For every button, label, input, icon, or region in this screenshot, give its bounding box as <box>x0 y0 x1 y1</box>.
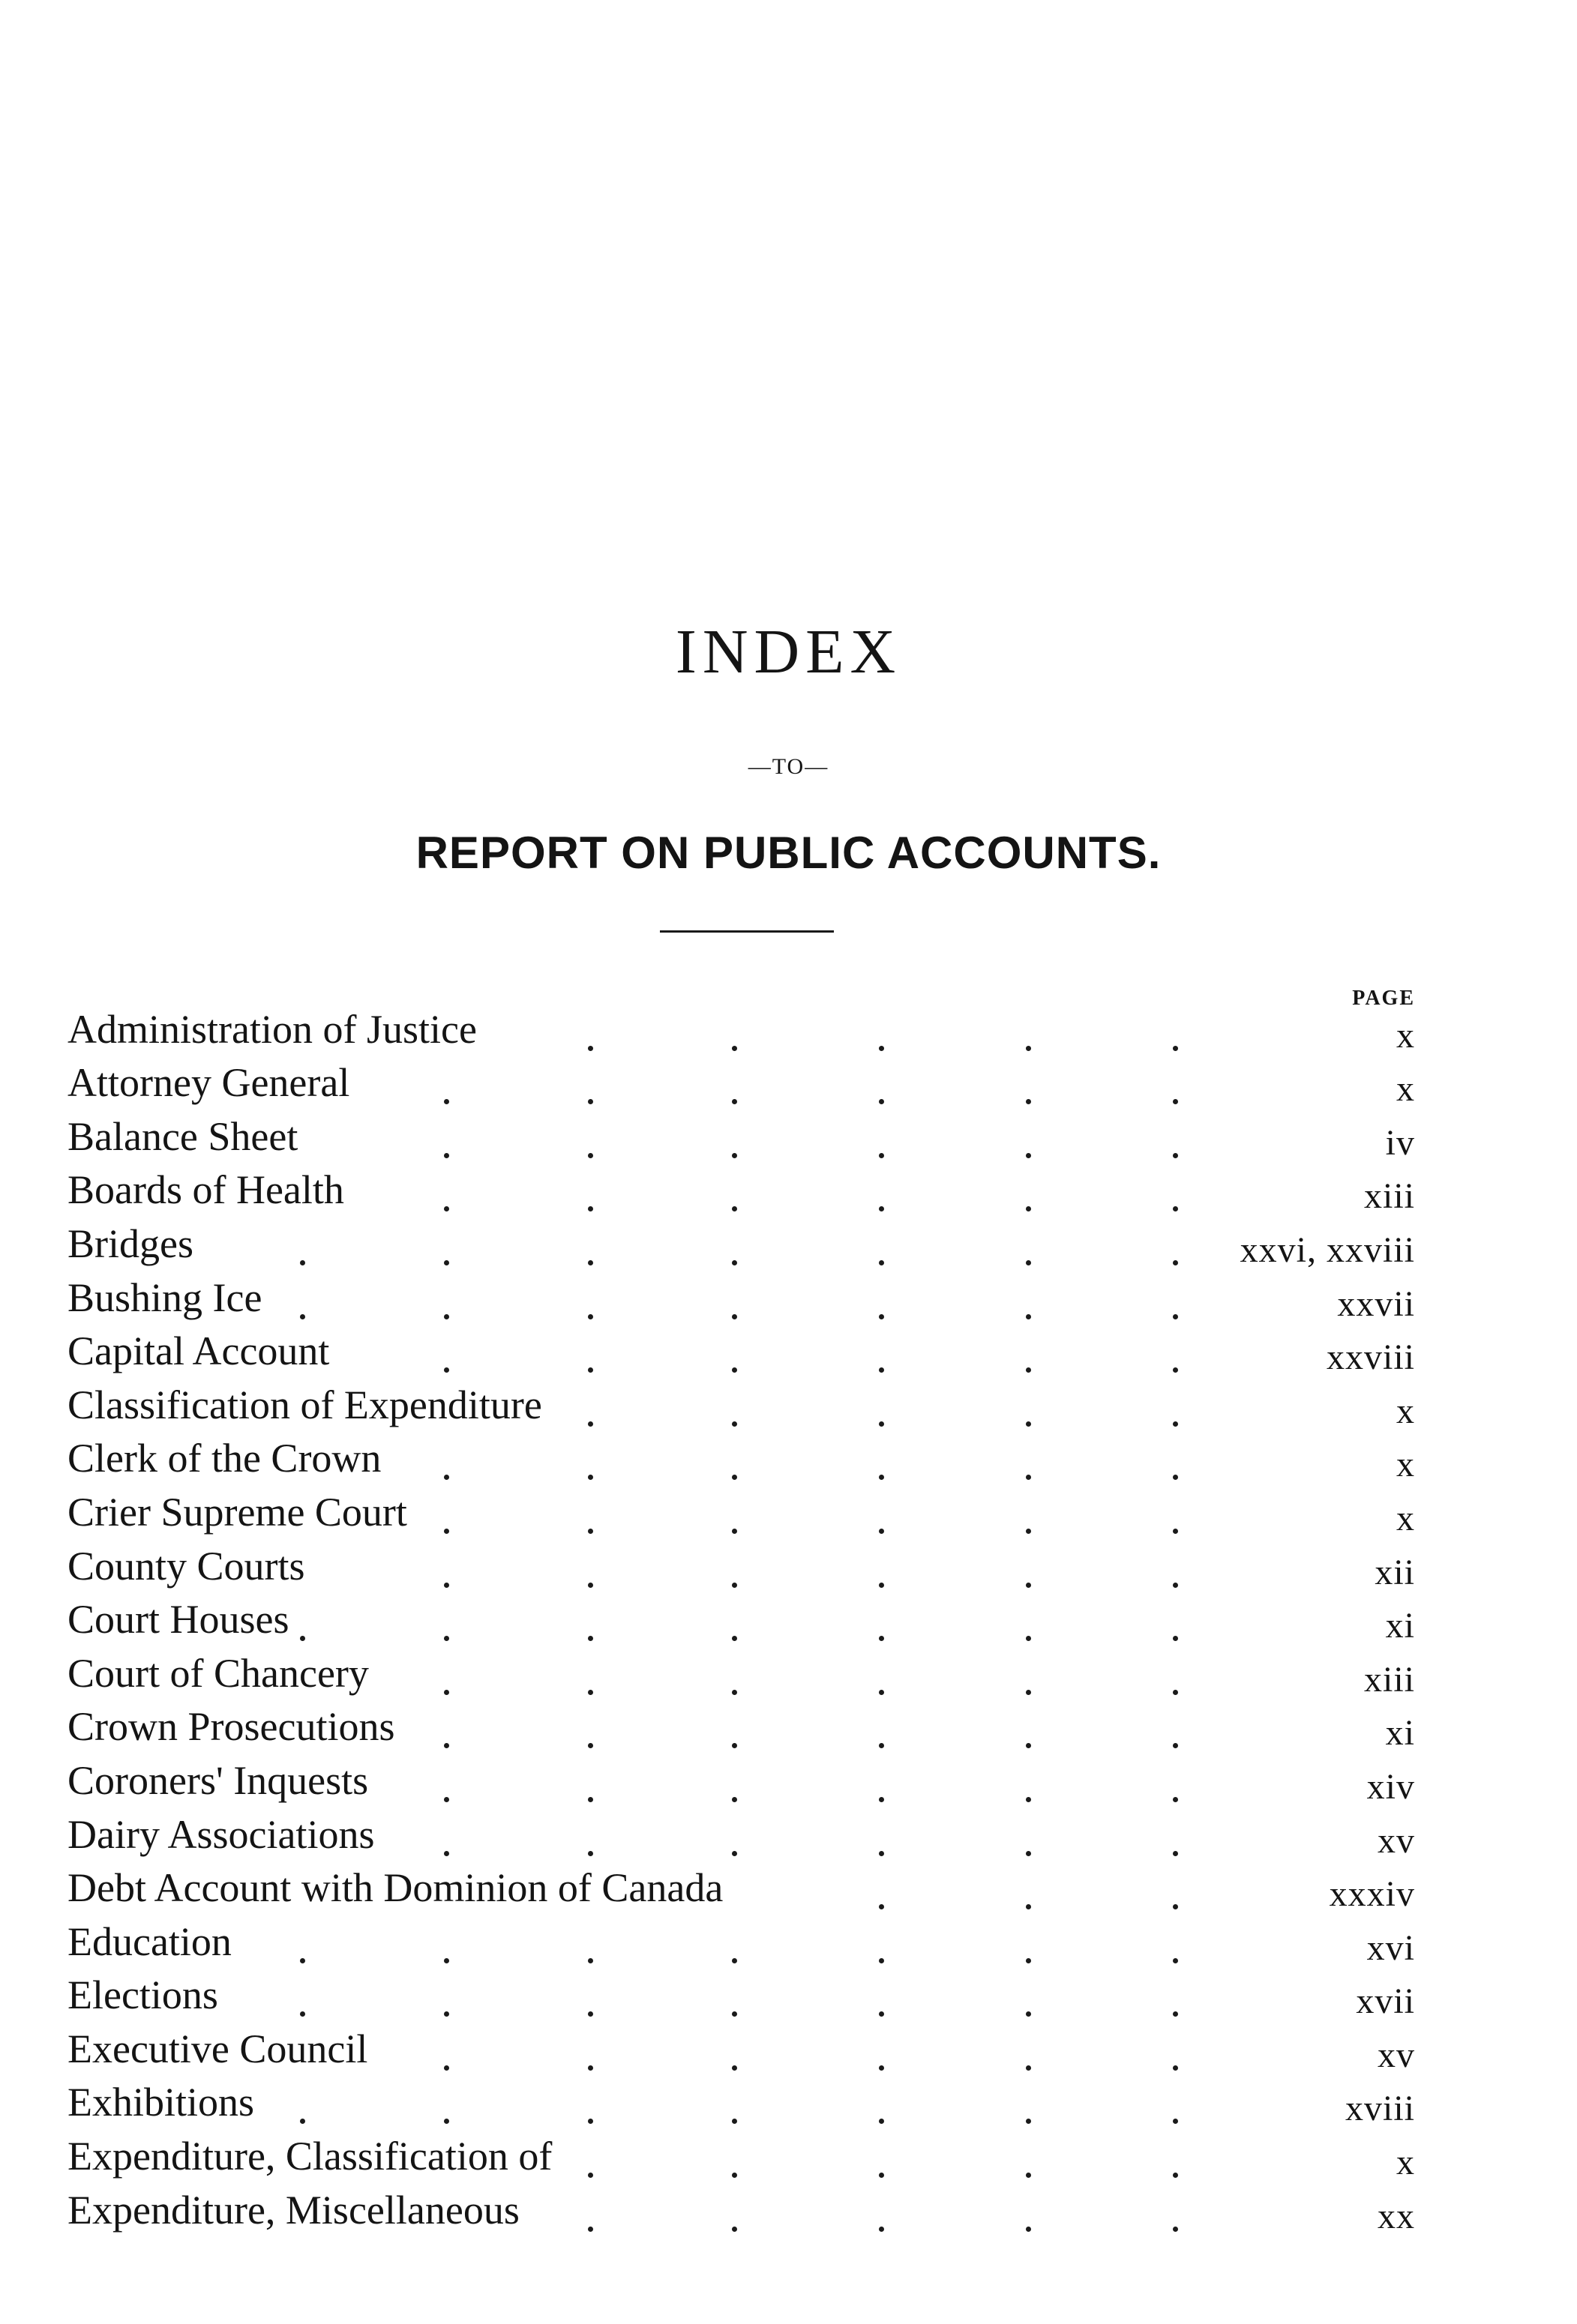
leader-dot <box>1026 1797 1031 1802</box>
index-entry-label: Boards of Health <box>67 1167 344 1213</box>
index-entry-page: xi <box>1385 1606 1415 1646</box>
index-entry <box>0 1971 1577 2025</box>
index-entry-page: xxvi, xxviii <box>1240 1229 1415 1270</box>
leader-dot <box>1026 1529 1031 1534</box>
index-entry-label: Crown Prosecutions <box>67 1704 395 1750</box>
title-connector: —TO— <box>748 754 829 779</box>
index-entry <box>0 1595 1577 1649</box>
leader-dot <box>588 1690 593 1695</box>
leader-dot <box>588 1421 593 1427</box>
leader-dot <box>444 1636 449 1641</box>
index-entry-page: xxviii <box>1326 1337 1415 1378</box>
leader-dot <box>1173 1690 1178 1695</box>
index-entry <box>0 1487 1577 1541</box>
index-entry-label: Clerk of the Crown <box>67 1436 382 1481</box>
index-entry-page: iv <box>1385 1122 1415 1163</box>
leader-dot <box>1173 1260 1178 1265</box>
leader-dot <box>588 1743 593 1748</box>
leader-dot <box>732 2011 737 2017</box>
index-entry-label: Bridges <box>67 1220 193 1266</box>
index-entry-page: xv <box>1378 1820 1415 1861</box>
leader-dot <box>588 1475 593 1480</box>
leader-dot <box>732 1099 737 1104</box>
leader-dot <box>444 1153 449 1158</box>
index-entry-label: Education <box>67 1918 232 1964</box>
leader-dot <box>444 1260 449 1265</box>
leader-dot <box>879 1421 884 1427</box>
index-entry-label: Executive Council <box>67 2026 368 2071</box>
index-entry <box>0 1112 1577 1166</box>
leader-dot <box>1026 1367 1031 1373</box>
leader-dot <box>588 1529 593 1534</box>
leader-dot <box>444 2011 449 2017</box>
leader-dot <box>1173 1475 1178 1480</box>
leader-dot <box>1026 2173 1031 2178</box>
leader-dot <box>879 1475 884 1480</box>
leader-dot <box>1173 1314 1178 1319</box>
index-entry <box>0 1541 1577 1595</box>
index-entry <box>0 1864 1577 1918</box>
index-entry-page: xx <box>1378 2196 1415 2236</box>
index-list <box>0 1005 1577 2239</box>
leader-dot <box>1026 1475 1031 1480</box>
leader-dot <box>879 1367 884 1373</box>
index-entry-page: xiii <box>1363 1176 1415 1217</box>
leader-dot <box>588 2173 593 2178</box>
leader-dot <box>1026 1314 1031 1319</box>
index-title: INDEX <box>675 617 902 687</box>
index-entry <box>0 1917 1577 1971</box>
leader-dot <box>588 1206 593 1211</box>
leader-dot <box>1173 1851 1178 1856</box>
leader-dot <box>879 1314 884 1319</box>
leader-dot <box>1173 1904 1178 1909</box>
leader-dot <box>879 1958 884 1963</box>
leader-dot <box>732 1636 737 1641</box>
leader-dot <box>879 1529 884 1534</box>
leader-dot <box>1026 2119 1031 2124</box>
leader-dot <box>1173 1206 1178 1211</box>
leader-dot <box>732 1529 737 1534</box>
leader-dot <box>444 1529 449 1534</box>
leader-dot <box>1026 1046 1031 1051</box>
leader-dot <box>879 1690 884 1695</box>
index-entry <box>0 1380 1577 1434</box>
leader-dot <box>879 2065 884 2071</box>
leader-dot <box>1173 1367 1178 1373</box>
leader-dot <box>588 2011 593 2017</box>
leader-dot <box>588 1636 593 1641</box>
index-entry-label: Expenditure, Classification of <box>67 2134 553 2179</box>
leader-dot <box>1173 1046 1178 1051</box>
leader-dot <box>732 1797 737 1802</box>
index-entry-label: Elections <box>67 1972 218 2018</box>
leader-dot <box>1173 1583 1178 1588</box>
index-entry-page: xxxiv <box>1329 1874 1415 1915</box>
index-entry-label: Exhibitions <box>67 2080 255 2125</box>
index-entry-label: Crier Supreme Court <box>67 1489 407 1535</box>
leader-dot <box>732 1367 737 1373</box>
index-entry <box>0 2024 1577 2078</box>
leader-dot <box>879 1583 884 1588</box>
index-entry-page: xvii <box>1356 1981 1415 2022</box>
leader-dot <box>1026 1743 1031 1748</box>
page-column-header: PAGE <box>1352 987 1415 1010</box>
index-entry <box>0 1005 1577 1059</box>
report-subtitle: REPORT ON PUBLIC ACCOUNTS. <box>415 828 1162 878</box>
leader-dot <box>732 1260 737 1265</box>
leader-dot <box>300 1260 305 1265</box>
leader-dot <box>732 1314 737 1319</box>
index-entry-page: xxvii <box>1337 1283 1415 1324</box>
leader-dot <box>1173 1421 1178 1427</box>
leader-dot <box>879 1636 884 1641</box>
index-entry <box>0 2185 1577 2239</box>
leader-dot <box>588 1046 593 1051</box>
leader-dot <box>444 1690 449 1695</box>
index-entry-page: x <box>1396 1498 1415 1538</box>
leader-dot <box>1026 1958 1031 1963</box>
leader-dot <box>1173 1636 1178 1641</box>
leader-dot <box>732 1475 737 1480</box>
leader-dot <box>879 2173 884 2178</box>
leader-dot <box>879 2011 884 2017</box>
index-entry-label: Expenditure, Miscellaneous <box>67 2187 520 2233</box>
leader-dot <box>1173 2065 1178 2071</box>
leader-dot <box>1173 2011 1178 2017</box>
index-entry <box>0 1327 1577 1381</box>
index-entry <box>0 1810 1577 1864</box>
leader-dot <box>1173 1099 1178 1104</box>
leader-dot <box>444 1958 449 1963</box>
leader-dot <box>732 1690 737 1695</box>
index-entry-label: Court of Chancery <box>67 1650 369 1696</box>
leader-dot <box>1026 1260 1031 1265</box>
index-entry-page: xi <box>1385 1713 1415 1753</box>
leader-dot <box>1026 1583 1031 1588</box>
leader-dot <box>732 2065 737 2071</box>
leader-dot <box>1173 1797 1178 1802</box>
index-entry-label: Dairy Associations <box>67 1811 375 1857</box>
leader-dot <box>732 1421 737 1427</box>
leader-dot <box>732 1851 737 1856</box>
leader-dot <box>444 1797 449 1802</box>
leader-dot <box>444 1206 449 1211</box>
index-entry-page: xiii <box>1363 1659 1415 1700</box>
index-entry-label: Debt Account with Dominion of Canada <box>67 1865 724 1911</box>
leader-dot <box>1026 1690 1031 1695</box>
leader-dot <box>879 2227 884 2232</box>
leader-dot <box>1026 2227 1031 2232</box>
index-entry-label: Capital Account <box>67 1328 330 1374</box>
leader-dot <box>1173 1958 1178 1963</box>
leader-dot <box>444 1367 449 1373</box>
index-entry-label: Court Houses <box>67 1597 289 1643</box>
leader-dot <box>879 1904 884 1909</box>
index-entry-page: xvi <box>1366 1927 1415 1968</box>
leader-dot <box>879 2119 884 2124</box>
index-entry-label: Coroners' Inquests <box>67 1757 369 1803</box>
leader-dot <box>300 1314 305 1319</box>
index-entry-label: Administration of Justice <box>67 1006 477 1052</box>
leader-dot <box>1026 2011 1031 2017</box>
leader-dot <box>1026 1636 1031 1641</box>
leader-dot <box>879 1851 884 1856</box>
leader-dot <box>879 1797 884 1802</box>
leader-dot <box>879 1743 884 1748</box>
index-entry <box>0 1756 1577 1810</box>
index-entry-page: xv <box>1378 2035 1415 2075</box>
index-entry <box>0 2131 1577 2185</box>
leader-dot <box>300 2011 305 2017</box>
leader-dot <box>1026 2065 1031 2071</box>
leader-dot <box>1026 1099 1031 1104</box>
leader-dot <box>732 1583 737 1588</box>
leader-dot <box>732 2227 737 2232</box>
index-entry-label: Classification of Expenditure <box>67 1382 542 1427</box>
leader-dot <box>588 1260 593 1265</box>
leader-dot <box>588 1153 593 1158</box>
leader-dot <box>588 2119 593 2124</box>
leader-dot <box>588 1099 593 1104</box>
leader-dot <box>1173 1743 1178 1748</box>
title-rule <box>660 930 834 933</box>
leader-dot <box>1026 1206 1031 1211</box>
leader-dot <box>444 1099 449 1104</box>
leader-dot <box>444 1314 449 1319</box>
index-entry-page: xii <box>1375 1552 1415 1592</box>
leader-dot <box>732 1958 737 1963</box>
index-entry-label: Bushing Ice <box>67 1274 262 1320</box>
index-entry-page: x <box>1396 1015 1415 1056</box>
leader-dot <box>1026 1904 1031 1909</box>
leader-dot <box>732 2119 737 2124</box>
leader-dot <box>444 1583 449 1588</box>
index-entry <box>0 1166 1577 1220</box>
index-entry <box>0 1703 1577 1756</box>
index-entry-page: x <box>1396 1445 1415 1485</box>
leader-dot <box>879 1099 884 1104</box>
leader-dot <box>588 1583 593 1588</box>
leader-dot <box>732 1153 737 1158</box>
leader-dot <box>588 2227 593 2232</box>
index-entry-page: xiv <box>1366 1766 1415 1807</box>
leader-dot <box>732 1743 737 1748</box>
leader-dot <box>444 1851 449 1856</box>
leader-dot <box>300 1958 305 1963</box>
leader-dot <box>1173 2227 1178 2232</box>
leader-dot <box>444 1475 449 1480</box>
index-entry-label: County Courts <box>67 1543 305 1589</box>
index-entry-page: x <box>1396 1391 1415 1431</box>
leader-dot <box>732 1206 737 1211</box>
leader-dot <box>879 1260 884 1265</box>
leader-dot <box>588 1367 593 1373</box>
leader-dot <box>879 1153 884 1158</box>
leader-dot <box>732 1046 737 1051</box>
leader-dot <box>588 1314 593 1319</box>
index-entry <box>0 2078 1577 2132</box>
leader-dot <box>300 1636 305 1641</box>
leader-dot <box>444 1743 449 1748</box>
index-entry <box>0 1059 1577 1113</box>
leader-dot <box>588 1851 593 1856</box>
leader-dot <box>879 1206 884 1211</box>
index-entry <box>0 1219 1577 1273</box>
leader-dot <box>588 1797 593 1802</box>
index-entry-label: Balance Sheet <box>67 1113 298 1159</box>
leader-dot <box>879 1046 884 1051</box>
leader-dot <box>300 2119 305 2124</box>
leader-dot <box>1173 2173 1178 2178</box>
index-entry <box>0 1434 1577 1488</box>
leader-dot <box>732 2173 737 2178</box>
leader-dot <box>444 2065 449 2071</box>
leader-dot <box>1173 1153 1178 1158</box>
index-entry-page: xviii <box>1345 2089 1415 2129</box>
leader-dot <box>444 2119 449 2124</box>
index-entry-page: x <box>1396 1069 1415 1110</box>
index-entry-label: Attorney General <box>67 1060 350 1106</box>
index-entry <box>0 1649 1577 1703</box>
index-entry <box>0 1273 1577 1327</box>
leader-dot <box>1173 2119 1178 2124</box>
leader-dot <box>1173 1529 1178 1534</box>
leader-dot <box>588 2065 593 2071</box>
leader-dot <box>588 1958 593 1963</box>
leader-dot <box>1026 1153 1031 1158</box>
leader-dot <box>1026 1421 1031 1427</box>
index-entry-page: x <box>1396 2143 1415 2183</box>
leader-dot <box>1026 1851 1031 1856</box>
